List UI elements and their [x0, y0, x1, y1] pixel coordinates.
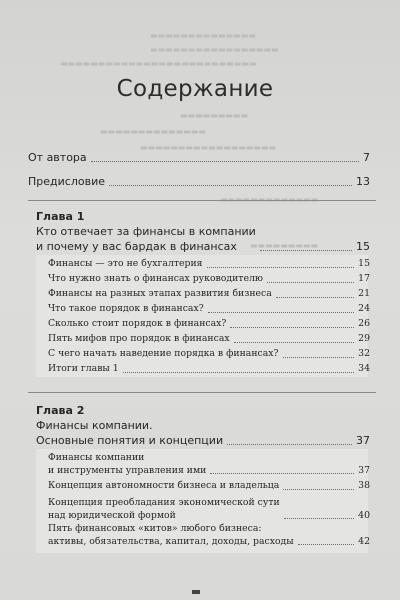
toc-section-entry[interactable] [48, 480, 370, 493]
toc-section-page: 17 [358, 273, 370, 284]
leader-dots [123, 372, 354, 373]
toc-section-entry[interactable] [48, 363, 370, 376]
toc-section-label: Сколько стоит порядок в финансах? [48, 318, 227, 329]
toc-section-label: Концепция автономности бизнеса и владельца [48, 480, 280, 491]
toc-section-label: Итоги главы 1 [48, 363, 119, 374]
leader-dots [208, 312, 354, 313]
toc-section-label: Финансы на разных этапах развития бизнеса [48, 288, 272, 299]
toc-entry-page: 37 [356, 434, 370, 447]
page-edge-mark [192, 590, 200, 594]
toc-section-page: 24 [358, 303, 370, 314]
toc-section-label: Финансы компании и инструменты управления ими [48, 452, 207, 476]
leader-dots [283, 489, 354, 490]
chapter-title: Кто отвечает за финансы в компании и почему у вас бардак в финансах [36, 225, 256, 253]
toc-section-entry[interactable] [48, 523, 370, 548]
toc-section-page: 38 [358, 480, 370, 491]
toc-section-page: 40 [358, 509, 370, 521]
toc-section-entry[interactable] [48, 303, 370, 316]
section-divider [28, 392, 376, 393]
toc-entry-page: 7 [363, 151, 370, 164]
leader-dots [284, 518, 354, 519]
toc-section-entry[interactable] [48, 452, 370, 477]
chapter-heading: Глава 2 [36, 404, 85, 417]
toc-entry-label: Предисловие [28, 175, 105, 188]
toc-section-page: 32 [358, 348, 370, 359]
toc-section-entry[interactable] [48, 333, 370, 346]
chapter-title-entry[interactable] [36, 224, 370, 254]
page-title: Содержание [116, 76, 274, 102]
toc-section-label: Концепция преобладания экономической сути над юридической формой [48, 497, 280, 521]
toc-section-label: Что нужно знать о финансах руководителю [48, 273, 263, 284]
leader-dots [298, 544, 354, 545]
leader-dots [91, 161, 359, 162]
toc-section-page: 34 [358, 363, 370, 374]
toc-section-entry[interactable] [48, 258, 370, 271]
toc-section-page: 42 [358, 535, 370, 547]
toc-section-page: 37 [358, 464, 370, 476]
toc-section-label: Что такое порядок в финансах? [48, 303, 204, 314]
leader-dots [260, 250, 352, 251]
toc-section-page: 21 [358, 288, 370, 299]
section-divider [28, 200, 376, 201]
leader-dots [276, 297, 354, 298]
toc-section-page: 29 [358, 333, 370, 344]
leader-dots [234, 342, 355, 343]
toc-entry-author[interactable] [28, 150, 370, 165]
leader-dots [207, 267, 355, 268]
toc-section-entry[interactable] [48, 288, 370, 301]
toc-section-page: 26 [358, 318, 370, 329]
leader-dots [267, 282, 354, 283]
toc-entry-label: От автора [28, 151, 87, 164]
toc-section-label: С чего начать наведение порядка в финансах? [48, 348, 279, 359]
chapter-heading: Глава 1 [36, 210, 85, 223]
toc-section-label: Финансы — это не бухгалтерия [48, 258, 203, 269]
chapter-title: Финансы компании. Основные понятия и концепции [36, 419, 224, 447]
toc-entry-preface[interactable] [28, 174, 370, 189]
toc-section-page: 15 [358, 258, 370, 269]
toc-section-label: Пять мифов про порядок в финансах [48, 333, 230, 344]
toc-section-entry[interactable] [48, 348, 370, 361]
leader-dots [210, 473, 354, 474]
leader-dots [230, 327, 354, 328]
leader-dots [227, 444, 352, 445]
toc-entry-page: 13 [356, 175, 370, 188]
leader-dots [109, 185, 352, 186]
toc-entry-page: 15 [356, 240, 370, 253]
toc-section-label: Пять финансовых «китов» любого бизнеса: активы, обязательства, капитал, доходы, расходы [48, 523, 294, 547]
chapter-title-entry[interactable] [36, 418, 370, 448]
book-page: ▬▬▬▬▬▬▬▬▬▬▬▬▬▬ ▬▬▬▬▬▬▬▬▬▬▬▬▬▬▬▬▬ ▬▬▬▬▬▬▬▬▬▬▬▬▬▬▬▬▬▬▬▬▬▬▬▬▬▬ ▬▬▬▬▬▬▬▬▬ ▬▬▬▬▬▬▬▬▬▬▬▬▬▬ ▬▬▬▬▬▬▬▬▬▬▬▬▬▬▬▬▬▬ ▬▬▬▬▬▬▬▬▬ Содержание От автора 7 Предисловие 13 Глава 1 Кто отвечает за финансы в компании и почему у вас бардак в финансах 15 Финансы — это не бухгалтерия 15 Что нужно знать о финансах руководителю 17 Финансы на разных этапах развития бизнеса 21 Что такое порядок в финансах? 24 Сколько стоит порядок в финансах? 26 Пять мифов про порядок в финансах 29 С чего начать наведение порядка в финансах? 32 Итоги главы 1 34 Глава 2 Финансы компании. Основные понятия и концепции 37 Финансы компании и инструменты управления ими 37 Концепция автономности бизнеса и владельца 38 Концепция преобладания экономической сути над юридической формой 40 Пять финансовых «китов» любого бизнеса: активы, обязательства, капитал, доходы, расходы 42 [0, 0, 400, 600]
leader-dots [283, 357, 355, 358]
toc-section-entry[interactable] [48, 318, 370, 331]
toc-section-entry[interactable] [48, 497, 370, 522]
toc-section-entry[interactable] [48, 273, 370, 286]
